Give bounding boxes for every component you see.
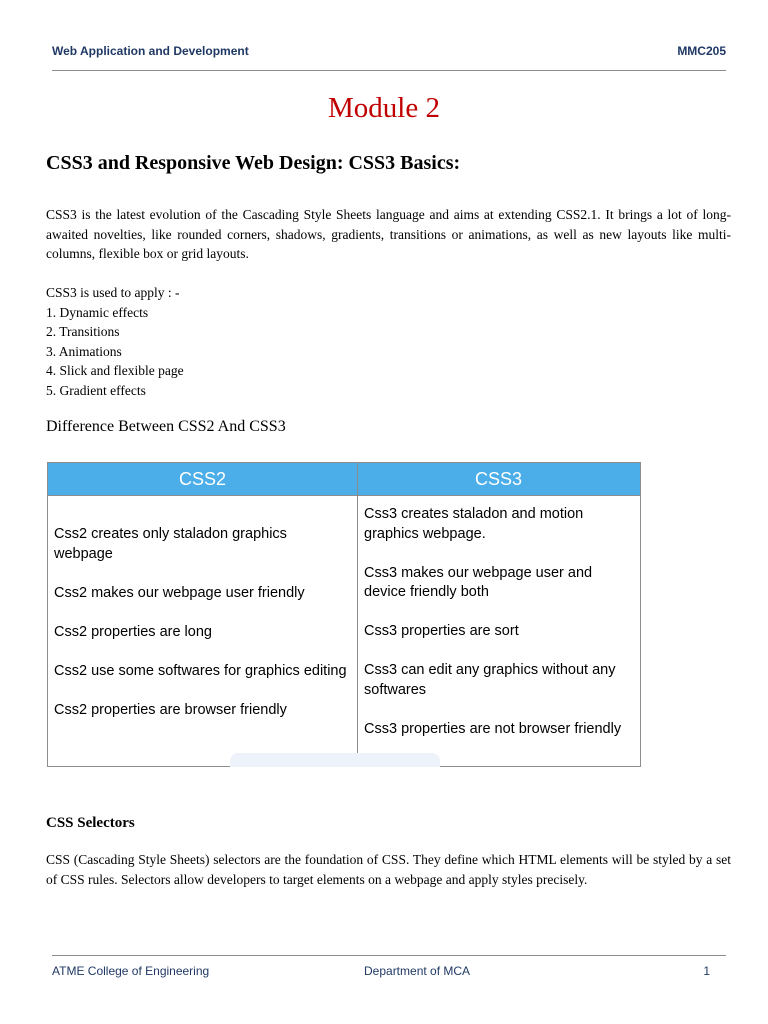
main-heading: CSS3 and Responsive Web Design: CSS3 Basics: [46, 152, 461, 174]
page-number: 1 [703, 964, 710, 978]
table-header-row [48, 463, 640, 496]
css2-cell: Css2 creates only staladon graphics webpage [54, 526, 287, 562]
uses-item: 5. Gradient effects [46, 382, 146, 398]
uses-lead: CSS3 is used to apply : - [46, 285, 180, 300]
course-title: Web Application and Development [52, 44, 249, 58]
uses-item: 1. Dynamic effects [46, 304, 149, 320]
uses-item: 3. Animations [46, 343, 122, 359]
css2-cell: Css2 use some softwares for graphics editing [54, 662, 347, 679]
comparison-table [47, 462, 641, 767]
uses-item: 2. Transitions [46, 324, 120, 339]
course-code: MMC205 [677, 44, 726, 58]
css2-cell: Css2 properties are browser friendly [54, 701, 287, 718]
uses-list [46, 283, 184, 400]
selection-glow [230, 753, 440, 767]
module-title: Module 2 [328, 92, 440, 124]
css3-column [364, 505, 636, 759]
css2-column [54, 525, 349, 740]
table-header-css3: CSS3 [474, 469, 523, 489]
department-name: Department of MCA [364, 964, 471, 978]
css3-cell: Css3 makes our webpage user and device friendly both [364, 564, 593, 600]
css2-cell: Css2 properties are long [54, 623, 212, 640]
intro-paragraph: CSS3 is the latest evolution of the Cascading Style Sheets language and aims at extending CSS2.1. It brings a lot of long-awaited novelties, like rounded corners, shadows, gradients, transitions or animations, as well as new layouts like multi-columns, flexible box or grid layouts. [46, 207, 731, 261]
selectors-heading: CSS Selectors [46, 815, 135, 831]
column-divider [357, 463, 358, 766]
page-footer [52, 955, 726, 986]
college-name: ATME College of Engineering [52, 964, 210, 978]
uses-item: 4. Slick and flexible page [46, 363, 184, 378]
css3-cell: Css3 properties are sort [364, 623, 519, 639]
selectors-paragraph: CSS (Cascading Style Sheets) selectors are the foundation of CSS. They define which HTML elements will be styled by a set of CSS rules. Selectors allow developers to target elements on a webpage and apply styles precisely. [46, 852, 731, 887]
page-header [52, 44, 726, 71]
css3-cell: Css3 properties are not browser friendly [364, 720, 622, 737]
css2-cell: Css2 makes our webpage user friendly [54, 584, 305, 601]
css3-cell: Css3 creates staladon and motion graphics webpage. [364, 506, 584, 542]
difference-heading: Difference Between CSS2 And CSS3 [46, 418, 286, 435]
css3-cell: Css3 can edit any graphics without any softwares [364, 662, 616, 698]
table-header-css2: CSS2 [178, 469, 227, 489]
